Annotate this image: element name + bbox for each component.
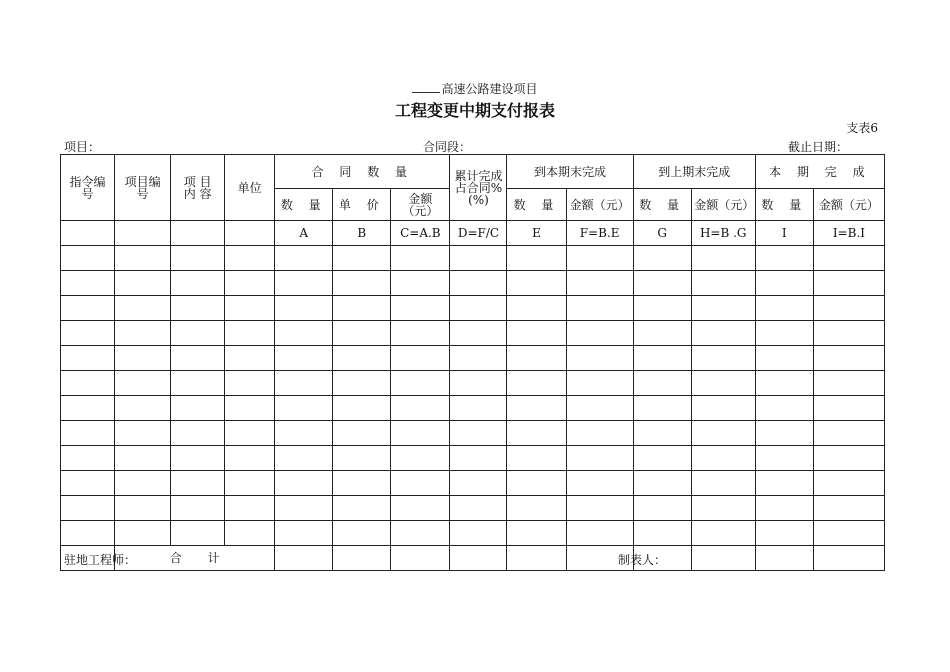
table-cell[interactable] <box>633 371 691 396</box>
table-cell[interactable] <box>391 371 450 396</box>
table-cell[interactable] <box>333 321 391 346</box>
formula-cell: H=B .G <box>691 221 755 246</box>
table-row <box>61 496 885 521</box>
table-cell[interactable] <box>813 496 884 521</box>
formula-cell: E <box>507 221 566 246</box>
this-amount-header <box>566 189 633 221</box>
table-cell[interactable] <box>633 471 691 496</box>
table-cell[interactable] <box>755 546 813 571</box>
table-cell[interactable] <box>115 446 171 471</box>
table-cell[interactable] <box>391 321 450 346</box>
table-cell[interactable] <box>61 521 115 546</box>
table-cell[interactable] <box>507 421 566 446</box>
table-cell[interactable] <box>813 446 884 471</box>
table-cell[interactable] <box>171 446 225 471</box>
table-cell[interactable] <box>391 446 450 471</box>
table-cell[interactable] <box>507 446 566 471</box>
table-cell[interactable] <box>566 421 633 446</box>
formula-cell: C=A.B <box>391 221 450 246</box>
table-cell[interactable] <box>225 346 275 371</box>
table-cell[interactable] <box>275 296 333 321</box>
table-cell[interactable] <box>171 421 225 446</box>
table-cell[interactable] <box>691 421 755 446</box>
table-cell[interactable] <box>61 296 115 321</box>
table-cell[interactable] <box>813 421 884 446</box>
period-qty-label: 数 量 <box>761 197 808 212</box>
table-cell[interactable] <box>507 346 566 371</box>
contract-qty-label: 数 量 <box>280 197 327 212</box>
table-cell[interactable] <box>691 371 755 396</box>
table-row <box>61 446 885 471</box>
table-cell[interactable] <box>691 346 755 371</box>
table-cell[interactable] <box>633 521 691 546</box>
table-cell[interactable] <box>225 271 275 296</box>
table-cell[interactable] <box>755 371 813 396</box>
table-cell[interactable] <box>566 371 633 396</box>
table-row <box>61 271 885 296</box>
table-cell[interactable] <box>225 371 275 396</box>
table-row <box>61 396 885 421</box>
table-cell[interactable] <box>333 471 391 496</box>
table-cell[interactable] <box>755 521 813 546</box>
table-cell[interactable] <box>391 346 450 371</box>
deadline-label: 截止日期： <box>788 140 849 154</box>
contract-qty-header <box>275 189 333 221</box>
group-to-last-period-label: 到上期末完成 <box>658 164 731 179</box>
table-cell[interactable] <box>391 246 450 271</box>
table-cell[interactable] <box>507 396 566 421</box>
table-cell[interactable] <box>691 446 755 471</box>
table-cell[interactable] <box>813 371 884 396</box>
table-cell[interactable] <box>275 371 333 396</box>
table-cell[interactable] <box>755 471 813 496</box>
table-number: 支表6 <box>846 121 878 135</box>
table-cell[interactable] <box>275 396 333 421</box>
table-cell[interactable] <box>171 371 225 396</box>
table-cell[interactable] <box>566 521 633 546</box>
last-qty-header <box>633 189 691 221</box>
table-cell[interactable] <box>507 321 566 346</box>
header-row-1 <box>61 155 885 189</box>
table-cell[interactable] <box>61 246 115 271</box>
col-item-no <box>115 155 171 221</box>
preparer-label: 制表人： <box>618 553 667 567</box>
table-cell[interactable] <box>115 221 171 246</box>
table-cell[interactable] <box>333 496 391 521</box>
table-cell[interactable] <box>450 321 507 346</box>
table-cell[interactable] <box>275 546 333 571</box>
table-cell[interactable] <box>566 346 633 371</box>
resident-engineer-label: 驻地工程师： <box>64 553 137 567</box>
table-cell[interactable] <box>507 371 566 396</box>
table-cell[interactable] <box>275 521 333 546</box>
table-cell[interactable] <box>450 496 507 521</box>
unit-price-header <box>333 189 391 221</box>
table-cell[interactable] <box>450 296 507 321</box>
table-cell[interactable] <box>115 371 171 396</box>
formula-cell: I <box>755 221 813 246</box>
period-amount-header <box>813 189 884 221</box>
table-cell[interactable] <box>566 471 633 496</box>
table-cell[interactable] <box>333 396 391 421</box>
table-cell[interactable] <box>115 296 171 321</box>
table-cell[interactable] <box>450 446 507 471</box>
table-cell[interactable] <box>755 246 813 271</box>
col-cumulative-pct-label: 累计完成占合同%(%) <box>454 168 503 207</box>
table-cell[interactable] <box>333 271 391 296</box>
table-cell[interactable] <box>691 471 755 496</box>
group-contract-qty-label: 合 同 数 量 <box>311 164 414 179</box>
period-qty-header <box>755 189 813 221</box>
table-cell[interactable] <box>391 296 450 321</box>
col-cumulative-pct <box>450 155 507 221</box>
table-cell[interactable] <box>275 321 333 346</box>
table-cell[interactable] <box>391 521 450 546</box>
table-row <box>61 471 885 496</box>
table-cell[interactable] <box>171 496 225 521</box>
table-cell[interactable] <box>450 421 507 446</box>
group-this-period-label: 本 期 完 成 <box>769 164 871 179</box>
table-cell[interactable] <box>115 496 171 521</box>
table-cell[interactable] <box>507 271 566 296</box>
table-cell[interactable] <box>450 396 507 421</box>
table-cell[interactable] <box>275 421 333 446</box>
table-cell[interactable] <box>61 421 115 446</box>
table-cell[interactable] <box>633 496 691 521</box>
table-cell[interactable] <box>813 546 884 571</box>
group-to-last-period <box>633 155 755 189</box>
col-order-no <box>61 155 115 221</box>
table-cell[interactable] <box>691 321 755 346</box>
col-order-no-label: 指令编号 <box>69 174 106 201</box>
table-cell[interactable] <box>171 471 225 496</box>
table-cell[interactable] <box>691 246 755 271</box>
table-cell[interactable] <box>225 521 275 546</box>
table-cell[interactable] <box>633 296 691 321</box>
table-cell[interactable] <box>225 221 275 246</box>
project-name-blank <box>412 82 440 93</box>
table-cell[interactable] <box>566 321 633 346</box>
table-cell[interactable] <box>61 271 115 296</box>
table-cell[interactable] <box>171 246 225 271</box>
group-to-this-period <box>507 155 633 189</box>
table-cell[interactable] <box>391 546 450 571</box>
col-unit-label: 单位 <box>237 180 262 195</box>
table-cell[interactable] <box>391 396 450 421</box>
table-cell[interactable] <box>115 271 171 296</box>
table-cell[interactable] <box>813 471 884 496</box>
table-cell[interactable] <box>225 496 275 521</box>
table-cell[interactable] <box>450 471 507 496</box>
table-cell[interactable] <box>566 271 633 296</box>
table-cell[interactable] <box>813 321 884 346</box>
table-cell[interactable] <box>507 471 566 496</box>
table-cell[interactable] <box>813 271 884 296</box>
table-cell[interactable] <box>507 296 566 321</box>
table-cell[interactable] <box>566 296 633 321</box>
table-cell[interactable] <box>171 321 225 346</box>
table-cell[interactable] <box>391 496 450 521</box>
table-cell[interactable] <box>171 296 225 321</box>
table-cell[interactable] <box>61 471 115 496</box>
table-cell[interactable] <box>633 446 691 471</box>
table-cell[interactable] <box>225 396 275 421</box>
this-qty-header <box>507 189 566 221</box>
formula-cell: D=F/C <box>450 221 507 246</box>
table-cell[interactable] <box>275 346 333 371</box>
this-amount-label: 金额（元） <box>569 197 630 212</box>
table-cell[interactable] <box>333 421 391 446</box>
table-row <box>61 521 885 546</box>
table-cell[interactable] <box>755 396 813 421</box>
table-cell[interactable] <box>691 396 755 421</box>
table-cell[interactable] <box>115 521 171 546</box>
report-subtitle-text: 高速公路建设项目 <box>441 82 538 96</box>
table-cell[interactable] <box>115 471 171 496</box>
table-cell[interactable] <box>333 346 391 371</box>
table-cell[interactable] <box>691 521 755 546</box>
table-cell[interactable] <box>755 421 813 446</box>
table-cell[interactable] <box>450 521 507 546</box>
table-cell[interactable] <box>333 296 391 321</box>
table-cell[interactable] <box>813 346 884 371</box>
table-cell[interactable] <box>171 396 225 421</box>
table-cell[interactable] <box>333 521 391 546</box>
table-cell[interactable] <box>61 221 115 246</box>
table-cell[interactable] <box>755 496 813 521</box>
contract-section-label: 合同段： <box>423 140 472 154</box>
table-cell[interactable] <box>755 346 813 371</box>
table-cell[interactable] <box>813 246 884 271</box>
table-cell[interactable] <box>275 471 333 496</box>
table-cell[interactable] <box>450 546 507 571</box>
change-payment-table <box>60 154 885 571</box>
table-cell[interactable] <box>691 496 755 521</box>
table-cell[interactable] <box>755 296 813 321</box>
table-row <box>61 421 885 446</box>
table-cell[interactable] <box>61 496 115 521</box>
table-cell[interactable] <box>691 296 755 321</box>
table-cell[interactable] <box>633 271 691 296</box>
table-cell[interactable] <box>275 271 333 296</box>
table-cell[interactable] <box>755 446 813 471</box>
table-cell[interactable] <box>633 321 691 346</box>
period-amount-label: 金额（元） <box>818 197 879 212</box>
table-cell[interactable] <box>450 371 507 396</box>
table-cell[interactable] <box>566 446 633 471</box>
table-cell[interactable] <box>333 546 391 571</box>
last-amount-header <box>691 189 755 221</box>
table-cell[interactable] <box>171 221 225 246</box>
table-cell[interactable] <box>171 271 225 296</box>
table-cell[interactable] <box>61 446 115 471</box>
table-cell[interactable] <box>507 521 566 546</box>
col-item-content-label: 项 目 内 容 <box>183 174 212 201</box>
table-cell[interactable] <box>115 321 171 346</box>
formula-cell: I=B.I <box>813 221 884 246</box>
table-cell[interactable] <box>450 246 507 271</box>
table-cell[interactable] <box>633 396 691 421</box>
table-cell[interactable] <box>333 371 391 396</box>
col-item-no-label: 项目编号 <box>124 174 161 201</box>
table-cell[interactable] <box>507 246 566 271</box>
formula-cell: B <box>333 221 391 246</box>
table-row <box>61 321 885 346</box>
table-cell[interactable] <box>691 546 755 571</box>
table-cell[interactable] <box>333 446 391 471</box>
last-amount-label: 金额（元） <box>694 197 755 212</box>
table-cell[interactable] <box>225 421 275 446</box>
table-cell[interactable] <box>275 246 333 271</box>
table-cell[interactable] <box>275 496 333 521</box>
table-cell[interactable] <box>115 421 171 446</box>
table-cell[interactable] <box>813 396 884 421</box>
table-cell[interactable] <box>507 496 566 521</box>
table-cell[interactable] <box>225 246 275 271</box>
table-cell[interactable] <box>507 546 566 571</box>
formula-cell: A <box>275 221 333 246</box>
last-qty-label: 数 量 <box>639 197 686 212</box>
table-row <box>61 346 885 371</box>
table-cell[interactable] <box>633 421 691 446</box>
table-cell[interactable] <box>566 246 633 271</box>
total-label-cell <box>115 546 275 571</box>
table-cell[interactable] <box>275 446 333 471</box>
table-cell[interactable] <box>115 396 171 421</box>
table-cell[interactable] <box>115 346 171 371</box>
table-cell[interactable] <box>61 346 115 371</box>
col-item-content <box>171 155 225 221</box>
total-row <box>61 546 885 571</box>
total-label: 合 计 <box>169 551 220 565</box>
report-title: 工程变更中期支付报表 <box>394 101 555 120</box>
contract-amount-label: 金额（元） <box>402 191 439 218</box>
table-cell[interactable] <box>391 271 450 296</box>
formula-row <box>61 221 885 246</box>
table-cell[interactable] <box>566 396 633 421</box>
table-row <box>61 371 885 396</box>
table-cell[interactable] <box>813 521 884 546</box>
this-qty-label: 数 量 <box>513 197 560 212</box>
table-cell[interactable] <box>115 246 171 271</box>
table-cell[interactable] <box>691 271 755 296</box>
table-cell[interactable] <box>450 346 507 371</box>
table-cell[interactable] <box>391 421 450 446</box>
table-cell[interactable] <box>633 246 691 271</box>
table-row <box>61 296 885 321</box>
table-cell[interactable] <box>755 321 813 346</box>
group-contract-qty <box>275 155 450 189</box>
table-cell[interactable] <box>566 496 633 521</box>
project-label: 项目： <box>64 140 101 154</box>
formula-cell: G <box>633 221 691 246</box>
col-unit <box>225 155 275 221</box>
table-cell[interactable] <box>171 346 225 371</box>
unit-price-label: 单 价 <box>338 197 385 212</box>
table-cell[interactable] <box>225 471 275 496</box>
formula-cell: F=B.E <box>566 221 633 246</box>
table-cell[interactable] <box>755 271 813 296</box>
table-cell[interactable] <box>633 346 691 371</box>
report-subtitle <box>0 80 950 97</box>
contract-amount-header <box>391 189 450 221</box>
table-cell[interactable] <box>813 296 884 321</box>
table-cell[interactable] <box>171 521 225 546</box>
table-cell[interactable] <box>225 296 275 321</box>
table-cell[interactable] <box>61 371 115 396</box>
group-to-this-period-label: 到本期末完成 <box>534 164 607 179</box>
table-cell[interactable] <box>225 321 275 346</box>
table-cell[interactable] <box>61 321 115 346</box>
table-cell[interactable] <box>450 271 507 296</box>
table-cell[interactable] <box>225 446 275 471</box>
table-row <box>61 246 885 271</box>
table-cell[interactable] <box>61 396 115 421</box>
group-this-period <box>755 155 884 189</box>
table-cell[interactable] <box>391 471 450 496</box>
table-cell[interactable] <box>333 246 391 271</box>
